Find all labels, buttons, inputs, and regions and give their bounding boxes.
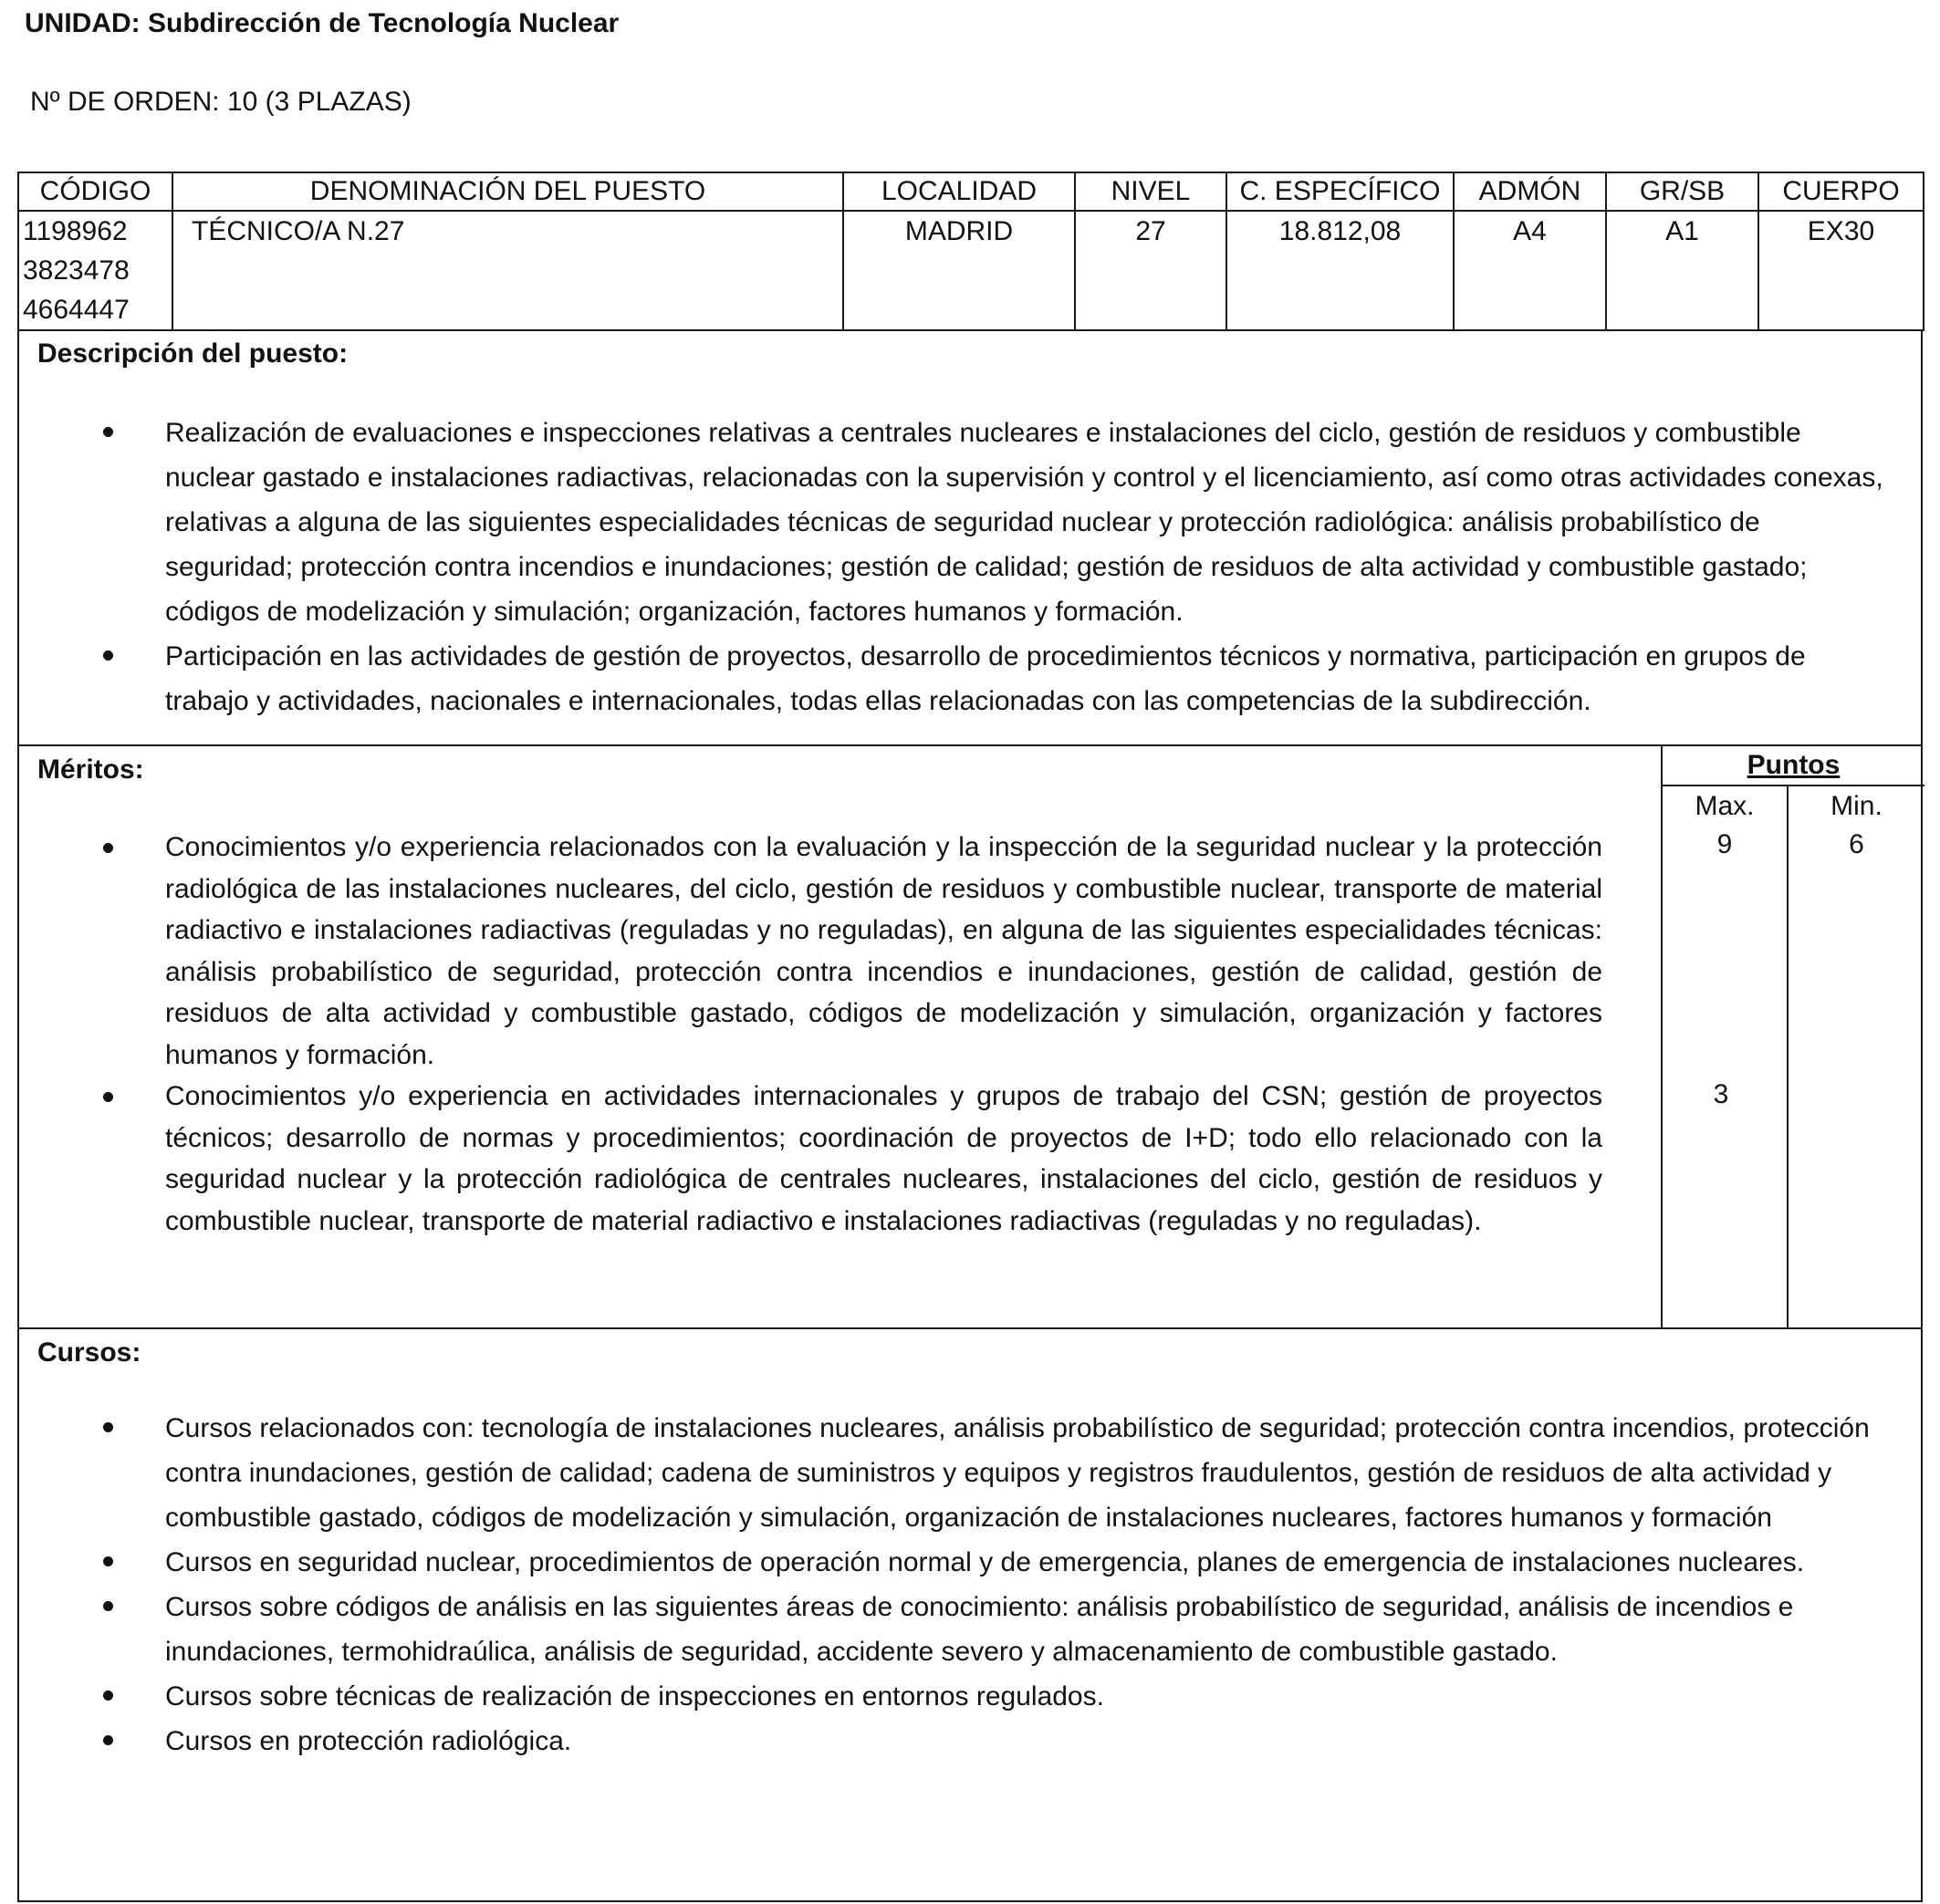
- codigo-3: 4664447: [23, 295, 130, 325]
- curso-item-text: Cursos relacionados con: tecnología de instalaciones nucleares, análisis probabilístico de seguridad; protección contra incendios, protección contra inundaciones, gestión de calidad; cadena de suministros y equipos y registros fraudulentos, gestión de residuos de alta actividad y combustible gastado, códigos de modelización y simulación, organización de instalaciones nucleares, factores humanos y formación: [165, 1413, 1870, 1533]
- col-header-codigo: CÓDIGO: [18, 172, 172, 211]
- cell-cuerpo: EX30: [1758, 211, 1924, 330]
- meritos-title: Méritos:: [37, 754, 144, 785]
- puntos-label: Puntos: [1747, 750, 1841, 780]
- cell-grsb: A1: [1606, 211, 1758, 330]
- min-value: 6: [1849, 829, 1864, 859]
- descripcion-list: [19, 411, 1884, 723]
- position-table: [17, 172, 1924, 331]
- bullet-icon: [103, 1691, 113, 1701]
- bullet-icon: [103, 1556, 113, 1566]
- col-header-admon: ADMÓN: [1454, 172, 1606, 211]
- list-item: [19, 1674, 1884, 1719]
- curso-item-text: Cursos en protección radiológica.: [165, 1726, 572, 1756]
- list-item: [19, 1719, 1884, 1764]
- col-header-localidad: LOCALIDAD: [843, 172, 1075, 211]
- list-item: [19, 1585, 1884, 1674]
- cell-codigos: [18, 211, 172, 330]
- list-item: [19, 827, 1602, 1076]
- item2-points: 3: [1713, 1079, 1729, 1109]
- descripcion-item-text: Participación en las actividades de gestión de proyectos, desarrollo de procedimientos técnicos y normativa, participación en grupos de trabajo y actividades, nacionales e internacionales, todas ellas relacionadas con las competencias de la subdirección.: [165, 641, 1806, 716]
- cell-localidad: MADRID: [843, 211, 1075, 330]
- curso-item-text: Cursos sobre códigos de análisis en las siguientes áreas de conocimiento: análisis probabilístico de seguridad, análisis de incendios e inundaciones, termohidraúlica, análisis de seguridad, accidente severo y almacenamiento de combustible gastado.: [165, 1592, 1794, 1667]
- unidad-heading: UNIDAD: Subdirección de Tecnología Nuclear: [25, 8, 620, 38]
- col-header-grsb: GR/SB: [1606, 172, 1758, 211]
- cell-admon: A4: [1454, 211, 1606, 330]
- max-label: Max.: [1695, 791, 1755, 821]
- meritos-section: [17, 746, 1923, 1329]
- codigo-2: 3823478: [23, 255, 130, 286]
- bullet-icon: [103, 650, 113, 661]
- table-row: [18, 211, 1924, 330]
- col-header-nivel: NIVEL: [1075, 172, 1226, 211]
- col-header-denominacion: DENOMINACIÓN DEL PUESTO: [172, 172, 843, 211]
- orden-label: Nº DE ORDEN: 10 (3 PLAZAS): [30, 87, 412, 117]
- curso-item-text: Cursos en seguridad nuclear, procedimientos de operación normal y de emergencia, planes de emergencia de instalaciones nucleares.: [165, 1547, 1805, 1577]
- bullet-icon: [103, 1601, 113, 1611]
- max-value: 9: [1716, 829, 1733, 859]
- cell-denominacion: TÉCNICO/A N.27: [172, 211, 843, 330]
- col-header-cuerpo: CUERPO: [1758, 172, 1924, 211]
- list-item: [19, 634, 1884, 723]
- bullet-icon: [103, 427, 113, 437]
- cursos-list: [19, 1406, 1884, 1764]
- cursos-section: [17, 1329, 1923, 1902]
- list-item: [19, 411, 1884, 634]
- descripcion-title: Descripción del puesto:: [37, 338, 349, 369]
- col-header-especifico: C. ESPECÍFICO: [1226, 172, 1454, 211]
- cell-nivel: 27: [1075, 211, 1226, 330]
- min-label: Min.: [1830, 791, 1883, 821]
- list-item: [19, 1540, 1884, 1585]
- table-header-row: [18, 172, 1924, 211]
- bullet-icon: [103, 1092, 113, 1102]
- puntos-header: [1663, 746, 1924, 786]
- curso-item-text: Cursos sobre técnicas de realización de inspecciones en entornos regulados.: [165, 1681, 1104, 1712]
- descripcion-section: [17, 330, 1923, 746]
- bullet-icon: [103, 1735, 113, 1745]
- bullet-icon: [103, 1422, 113, 1432]
- codigo-1: 1198962: [23, 216, 128, 246]
- puntos-divider: [1787, 786, 1789, 1327]
- bullet-icon: [103, 843, 113, 853]
- meritos-list: [19, 827, 1602, 1242]
- cursos-title: Cursos:: [37, 1337, 141, 1368]
- cell-especifico: 18.812,08: [1226, 211, 1454, 330]
- descripcion-item-text: Realización de evaluaciones e inspecciones relativas a centrales nucleares e instalaciones del ciclo, gestión de residuos y combustible nuclear gastado e instalaciones radiactivas, relacionadas con la supervisión y control y el licenciamiento, así como otras actividades conexas, relativas a alguna de las siguientes especialidades técnicas de seguridad nuclear y protección radiológica: análisis probabilístico de seguridad; protección contra incendios e inundaciones; gestión de calidad; gestión de residuos de alta actividad y combustible gastado; códigos de modelización y simulación; organización, factores humanos y formación.: [165, 418, 1883, 627]
- puntos-column: [1661, 746, 1924, 1327]
- list-item: [19, 1076, 1602, 1242]
- merito-item-text: Conocimientos y/o experiencia relacionados con la evaluación y la inspección de la seguridad nuclear y la protección radiológica de las instalaciones nucleares, del ciclo, gestión de residuos y combustible nuclear, transporte de material radiactivo e instalaciones radiactivas (reguladas y no reguladas), en alguna de las siguientes especialidades técnicas: análisis probabilístico de seguridad, protección contra incendios e inundaciones, gestión de calidad, gestión de residuos de alta actividad y combustible gastado, códigos de modelización y simulación, organización y factores humanos y formación.: [165, 832, 1602, 1070]
- list-item: [19, 1406, 1884, 1540]
- merito-item-text: Conocimientos y/o experiencia en actividades internacionales y grupos de trabajo del CSN; gestión de proyectos técnicos; desarrollo de normas y procedimientos; coordinación de proyectos de I+D; todo ello relacionado con la seguridad nuclear y la protección radiológica de centrales nucleares, instalaciones del ciclo, gestión de residuos y combustible nuclear, transporte de material radiactivo e instalaciones radiactivas (reguladas y no reguladas).: [165, 1081, 1602, 1236]
